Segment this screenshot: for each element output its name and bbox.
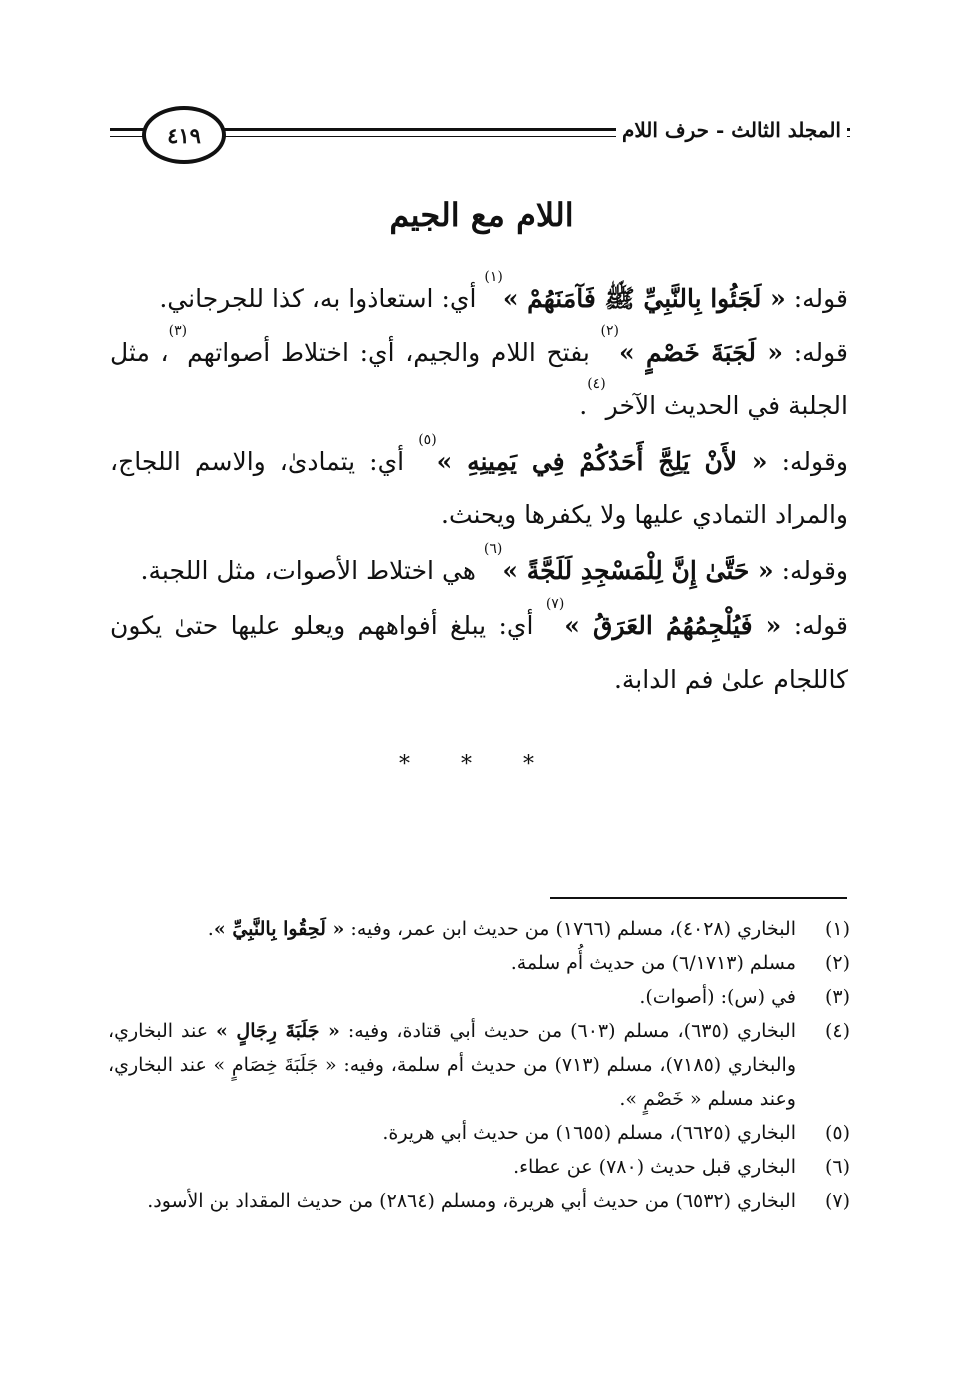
footnote-1: (١) البخاري (٤٠٢٨)، مسلم (١٧٦٦) من حديث ابن عمر، وفيه: « لَحِقُوا بِالنَّبِيِّ ».	[207, 918, 850, 940]
running-title: المجلد الثالث - حرف اللام	[616, 118, 847, 142]
entry-1: قوله: « لَجَئُوا بِالنَّبِيِّ ﷺ فَآمَنَهُمْ »$^{(١)}$ أي: استعاذوا به، كذا للجرجاني.	[159, 269, 848, 313]
entries	[110, 269, 848, 706]
entry-2: قوله: « لَجَبَةَ خَصْمٍ »$^{(٢)}$ بفتح اللام والجيم، أي: اختلاط أصواتهم$^{(٣)}$، مثل الجلبة في الحديث الآخر$^{(٤)}$.	[110, 322, 848, 420]
page-number: ٤١٩	[142, 106, 226, 164]
footnote-6: (٦) البخاري قبل حديث (٧٨٠) عن عطاء.	[513, 1156, 850, 1178]
footnote-5: (٥) البخاري (٦٦٢٥)، مسلم (١٦٥٥) من حديث أبي هريرة.	[382, 1122, 850, 1144]
footnote-2: (٢) مسلم (٦/١٧١٣) من حديث أُم سلمة.	[510, 952, 850, 974]
entry-3: وقوله: « لأَنْ يَلِجَّ أَحَدُكُمْ فِي يَمِينِهِ »$^{(٥)}$ أي: يتمادىٰ، والاسم اللجاج، والمراد التمادي عليها ولا يكفرها ويحنث.	[110, 431, 848, 529]
chapter-title: اللام مع الجيم	[389, 196, 574, 234]
footnotes	[108, 912, 850, 1218]
footnote-7: (٧) البخاري (٦٥٣٢) من حديث أبي هريرة، ومسلم (٢٨٦٤) من حديث المقداد بن الأسود.	[147, 1190, 850, 1212]
footnote-3: (٣) في (س): (أصوات).	[639, 986, 850, 1008]
section-separator: * * *	[399, 752, 556, 777]
footnote-rule	[550, 897, 847, 899]
entry-5: قوله: « فَيُلْجِمُهُمُ العَرَقُ »$^{(٧)}$ أي: يبلغ أفواههم ويعلو عليها حتىٰ يكون كاللجام علىٰ فم الدابة.	[110, 596, 848, 694]
entry-4: وقوله: « حَتَّىٰ إِنَّ لِلْمَسْجِدِ لَلَجَّةً »$^{(٦)}$ هي اختلاط الأصوات، مثل اللجبة.	[140, 540, 848, 585]
footnote-4: (٤) البخاري (٦٣٥)، مسلم (٦٠٣) من حديث أبي قتادة، وفيه: « جَلَبَةَ رِجَالٍ » عند البخاري، والبخاري (٧١٨٥)، مسلم (٧١٣) من حديث أم سلمة، وفيه: « جَلَبَةَ خِصَامٍ » عند البخاري، وعند مسلم « خَصْمٍ ».	[108, 1020, 850, 1110]
